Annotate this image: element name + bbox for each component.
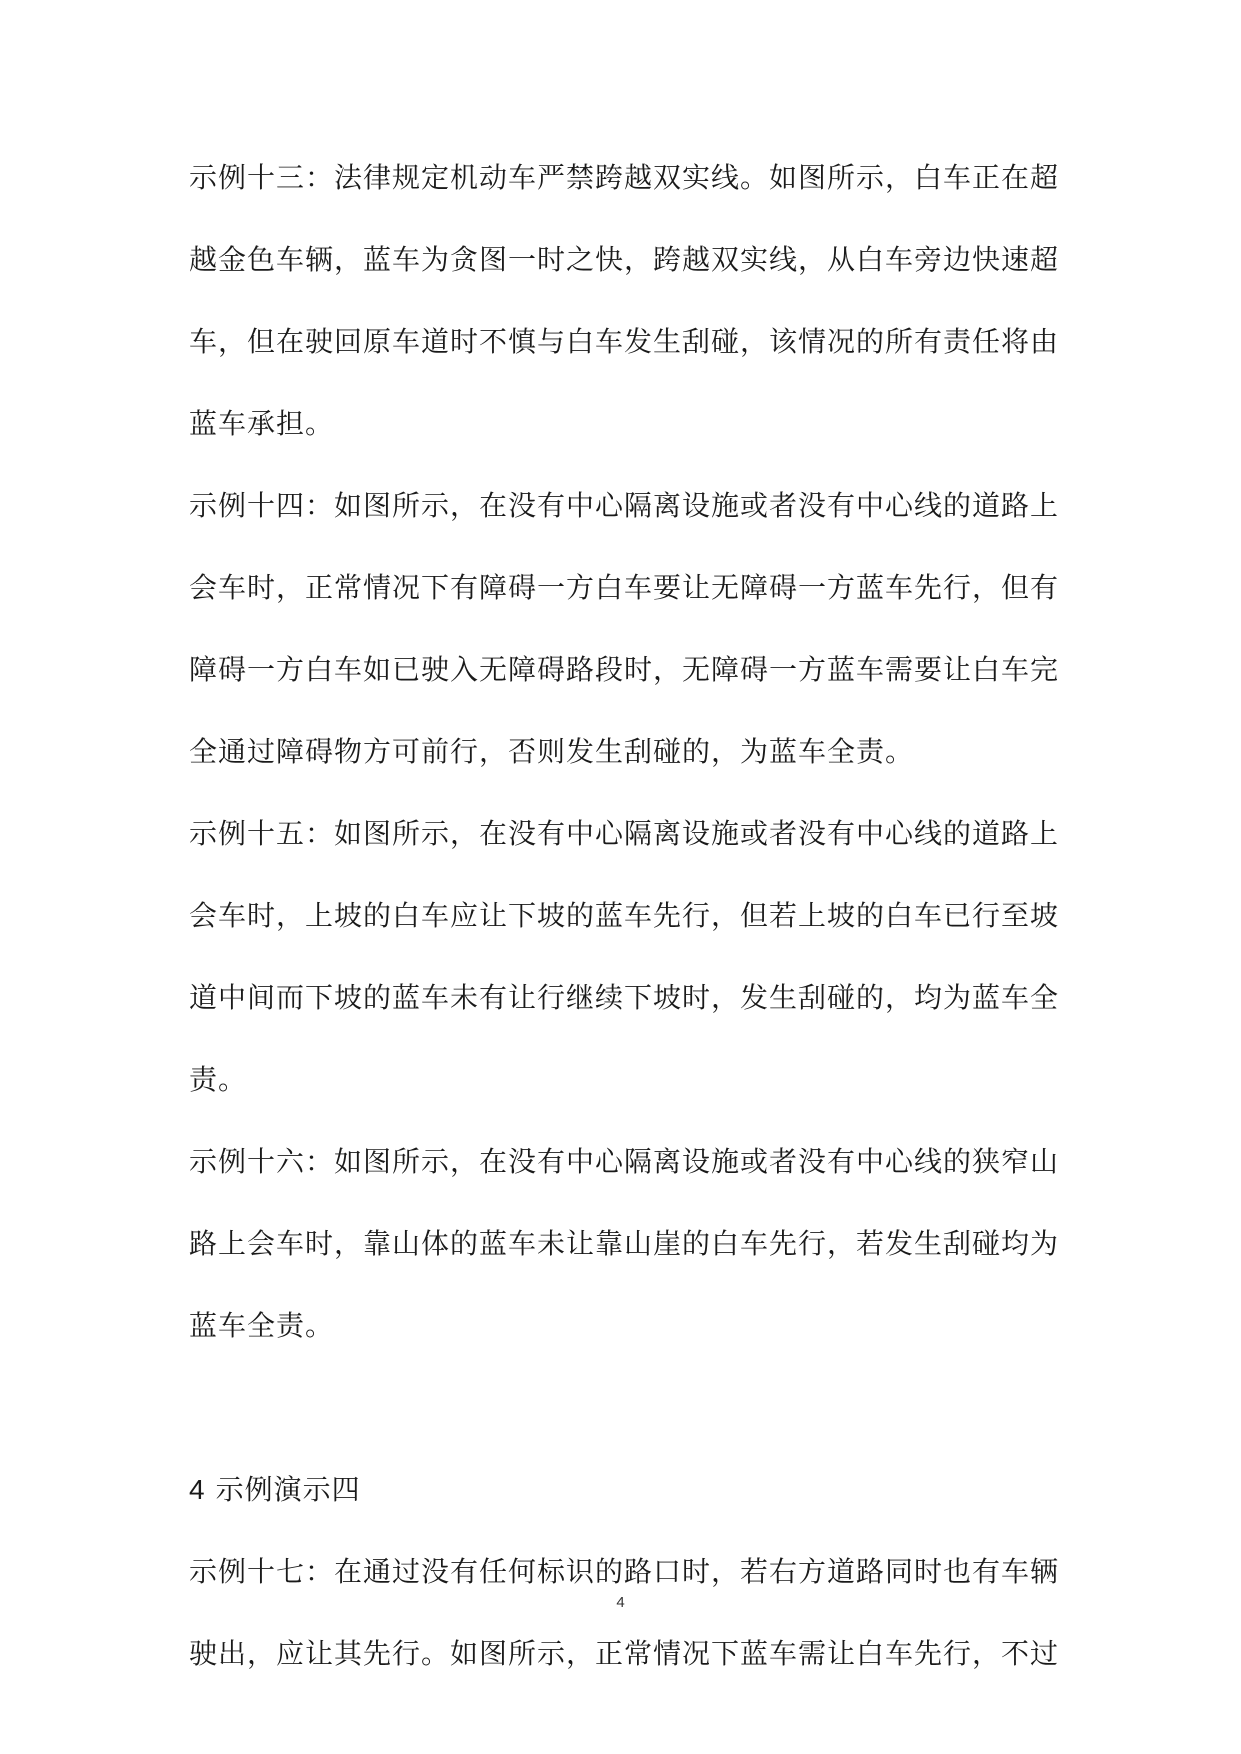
text-line: 蓝车承担。 — [189, 407, 335, 440]
page-number: 4 — [616, 1594, 625, 1611]
text-line: 示例十五：如图所示，在没有中心隔离设施或者没有中心线的道路上 — [189, 817, 1060, 850]
section-title: 示例演示四 — [215, 1473, 361, 1506]
text-line: 道中间而下坡的蓝车未有让行继续下坡时，发生刮碰的，均为蓝车全 — [189, 981, 1060, 1014]
text-line: 蓝车全责。 — [189, 1309, 335, 1342]
text-line: 障碍一方白车如已驶入无障碍路段时，无障碍一方蓝车需要让白车完 — [189, 653, 1060, 686]
section-number: 4 — [189, 1474, 206, 1505]
text-line: 示例十七：在通过没有任何标识的路口时，若右方道路同时也有车辆 — [189, 1555, 1060, 1588]
text-line: 示例十六：如图所示，在没有中心隔离设施或者没有中心线的狭窄山 — [189, 1145, 1060, 1178]
text-line: 越金色车辆，蓝车为贪图一时之快，跨越双实线，从白车旁边快速超 — [189, 243, 1060, 276]
text-line: 示例十四：如图所示，在没有中心隔离设施或者没有中心线的道路上 — [189, 489, 1060, 522]
text-line: 责。 — [189, 1063, 248, 1096]
blank-line — [189, 1367, 1059, 1449]
text-line: 示例十三：法律规定机动车严禁跨越双实线。如图所示，白车正在超 — [189, 161, 1060, 194]
paragraph-example-14 — [189, 465, 1059, 793]
text-line: 会车时，正常情况下有障碍一方白车要让无障碍一方蓝车先行，但有 — [189, 571, 1060, 604]
document-body — [189, 137, 1059, 1695]
paragraph-example-15 — [189, 793, 1059, 1121]
section-heading — [189, 1449, 1059, 1531]
text-line: 驶出，应让其先行。如图所示，正常情况下蓝车需让白车先行，不过 — [189, 1637, 1060, 1670]
text-line: 路上会车时，靠山体的蓝车未让靠山崖的白车先行，若发生刮碰均为 — [189, 1227, 1060, 1260]
text-line: 全通过障碍物方可前行，否则发生刮碰的，为蓝车全责。 — [189, 735, 915, 768]
paragraph-example-16 — [189, 1121, 1059, 1367]
paragraph-example-17 — [189, 1531, 1059, 1695]
text-line: 会车时，上坡的白车应让下坡的蓝车先行，但若上坡的白车已行至坡 — [189, 899, 1060, 932]
paragraph-example-13 — [189, 137, 1059, 465]
text-line: 车，但在驶回原车道时不慎与白车发生刮碰，该情况的所有责任将由 — [189, 325, 1060, 358]
